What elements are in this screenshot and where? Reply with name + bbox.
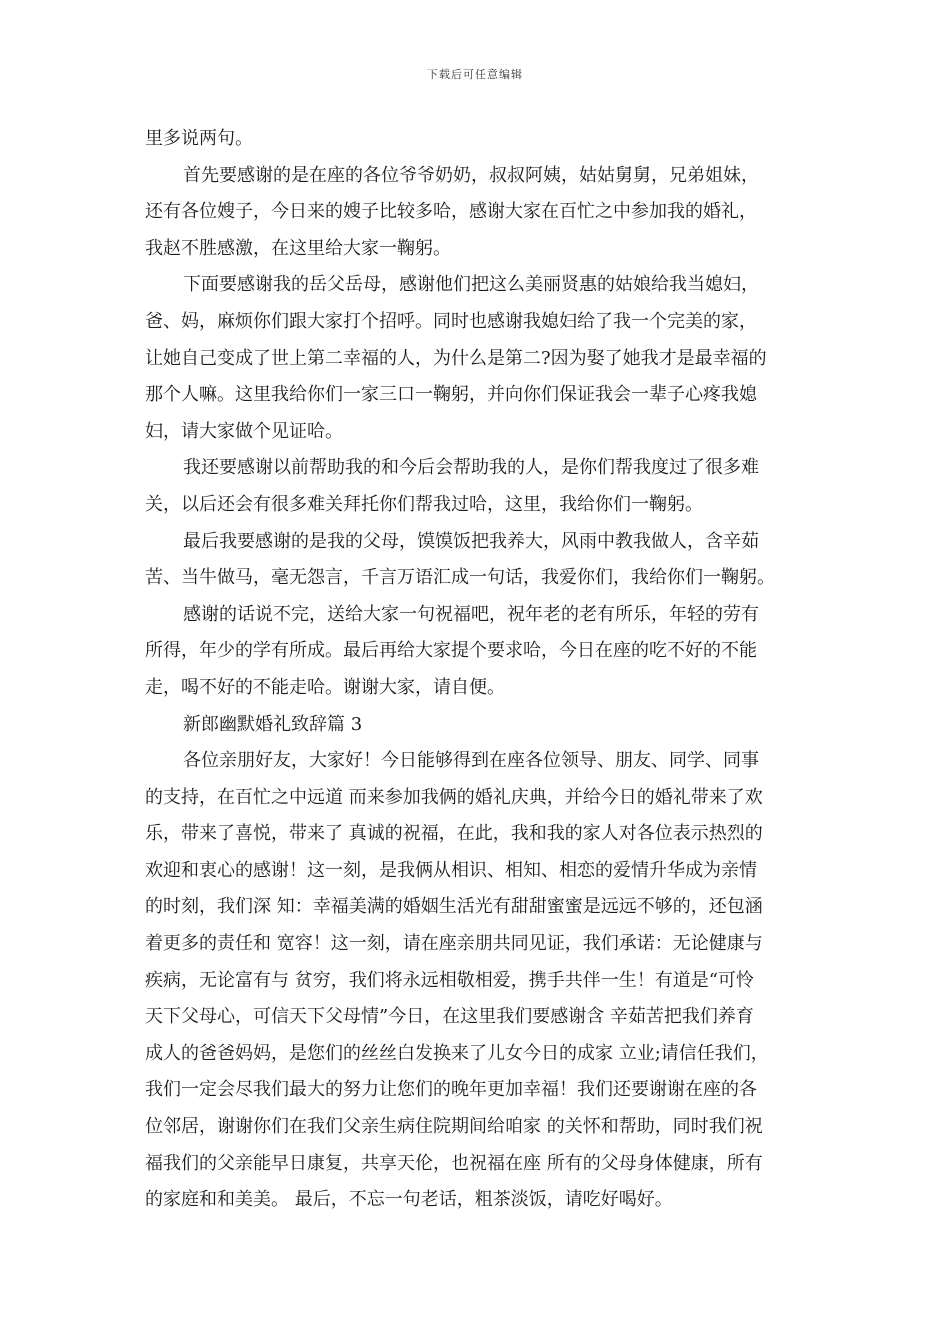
document-body — [145, 121, 810, 1219]
text-line: 的家庭和和美美。 最后，不忘一句老话，粗茶淡饭，请吃好喝好。 — [145, 1189, 673, 1211]
text-line: 天下父母心，可信天下父母情”今日，在这里我们要感谢含 辛茹苦把我们养育 — [145, 1006, 754, 1028]
text-line: 爸、妈，麻烦你们跟大家打个招呼。同时也感谢我媳妇给了我一个完美的家， — [145, 310, 757, 332]
text-line: 首先要感谢的是在座的各位爷爷奶奶，叔叔阿姨，姑姑舅舅，兄弟姐妹， — [183, 164, 759, 186]
text-line: 疾病，无论富有与 贫穷，我们将永远相敬相爱，携手共伴一生！有道是“可怜 — [145, 969, 754, 991]
text-line: 成人的爸爸妈妈，是您们的丝丝白发换来了儿女今日的成家 立业;请信任我们， — [145, 1042, 769, 1064]
text-line: 感谢的话说不完，送给大家一句祝福吧，祝年老的老有所乐，年轻的劳有 — [183, 603, 759, 625]
text-line: 我赵不胜感激，在这里给大家一鞠躬。 — [145, 237, 451, 259]
text-line: 最后我要感谢的是我的父母，馍馍饭把我养大，风雨中教我做人，含辛茹 — [183, 530, 759, 552]
text-line: 的支持，在百忙之中远道 而来参加我俩的婚礼庆典，并给今日的婚礼带来了欢 — [145, 786, 763, 808]
text-line: 新郎幽默婚礼致辞篇 3 — [183, 713, 363, 735]
text-line: 里多说两句。 — [145, 128, 253, 149]
text-line: 乐，带来了喜悦，带来了 真诚的祝福，在此，我和我的家人对各位表示热烈的 — [145, 823, 763, 845]
page-header: 下载后可任意编辑 — [427, 68, 523, 81]
text-line: 还有各位嫂子，今日来的嫂子比较多哈，感谢大家在百忙之中参加我的婚礼， — [145, 201, 757, 223]
text-line: 苦、当牛做马，毫无怨言，千言万语汇成一句话，我爱你们，我给你们一鞠躬。 — [145, 567, 775, 589]
text-line: 关，以后还会有很多难关拜托你们帮我过哈，这里，我给你们一鞠躬。 — [145, 493, 703, 515]
text-line: 着更多的责任和 宽容！这一刻，请在座亲朋共同见证，我们承诺：无论健康与 — [145, 933, 763, 955]
text-line: 位邻居，谢谢你们在我们父亲生病住院期间给咱家 的关怀和帮助，同时我们祝 — [145, 1116, 763, 1138]
text-line: 我还要感谢以前帮助我的和今后会帮助我的人，是你们帮我度过了很多难 — [183, 457, 759, 479]
text-line: 那个人嘛。这里我给你们一家三口一鞠躬，并向你们保证我会一辈子心疼我媳 — [145, 384, 757, 406]
text-line: 走，喝不好的不能走哈。谢谢大家，请自便。 — [145, 676, 505, 698]
text-line: 各位亲朋好友，大家好！今日能够得到在座各位领导、朋友、同学、同事 — [183, 750, 759, 772]
text-line: 的时刻，我们深 知：幸福美满的婚姻生活光有甜甜蜜蜜是远远不够的，还包涵 — [145, 896, 763, 918]
text-line: 所得，年少的学有所成。最后再给大家提个要求哈，今日在座的吃不好的不能 — [145, 640, 757, 662]
text-line: 我们一定会尽我们最大的努力让您们的晚年更加幸福！我们还要谢谢在座的各 — [145, 1079, 757, 1101]
text-line: 让她自己变成了世上第二幸福的人，为什么是第二?因为娶了她我才是最幸福的 — [145, 347, 767, 369]
text-line: 欢迎和衷心的感谢！这一刻，是我俩从相识、相知、相恋的爱情升华成为亲情 — [145, 859, 757, 881]
text-line: 妇，请大家做个见证哈。 — [145, 420, 343, 442]
text-line: 福我们的父亲能早日康复，共享天伦，也祝福在座 所有的父母身体健康，所有 — [145, 1152, 763, 1174]
text-line: 下面要感谢我的岳父岳母，感谢他们把这么美丽贤惠的姑娘给我当媳妇， — [183, 274, 759, 296]
